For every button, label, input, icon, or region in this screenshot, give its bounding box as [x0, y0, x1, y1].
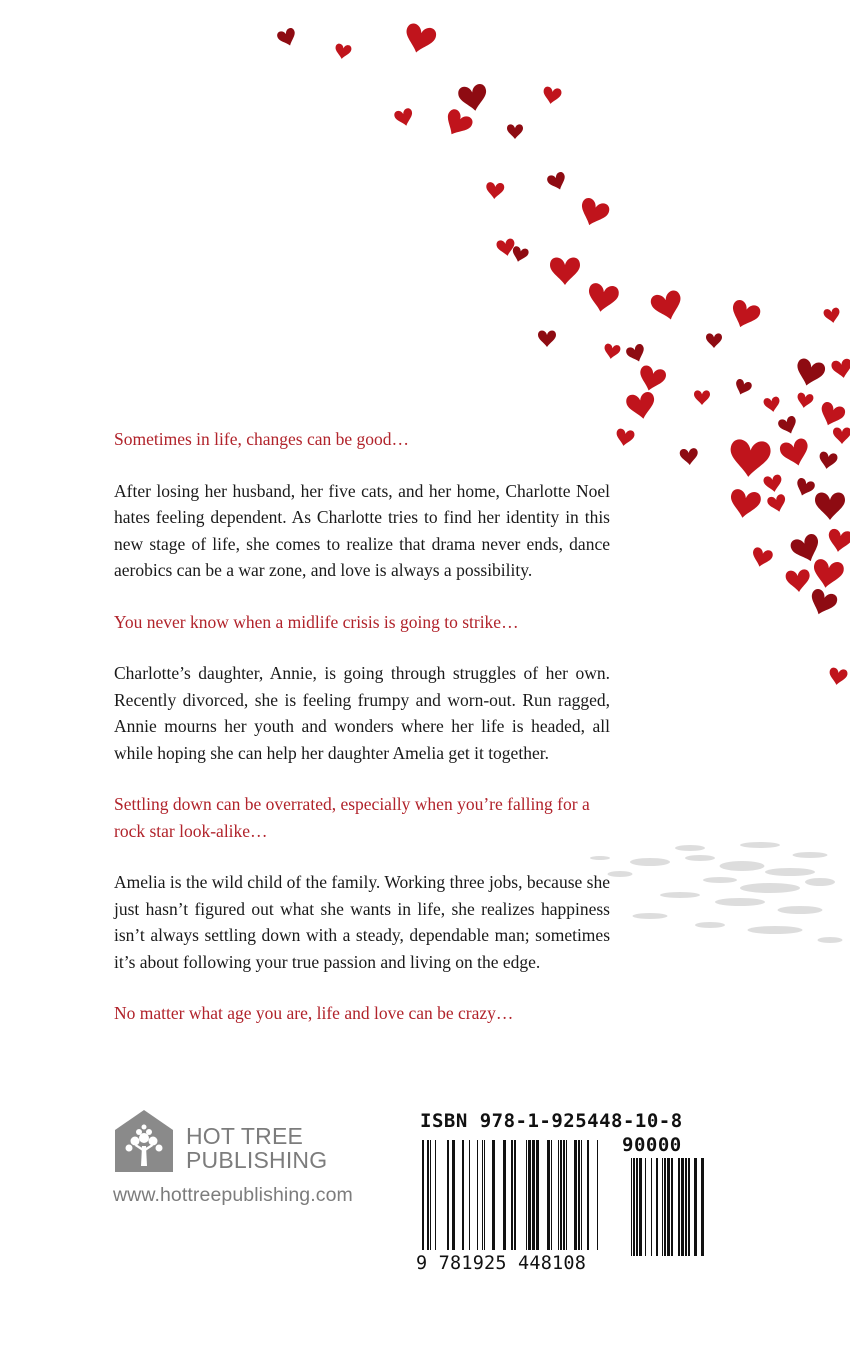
- reflection-streak: [805, 878, 835, 886]
- barcode-bar: [678, 1158, 680, 1256]
- tree-logo-icon: [113, 1108, 175, 1174]
- tagline: Settling down can be overrated, especially when you’re falling for a rock star look-alike…: [114, 794, 590, 841]
- reflection-streak: [703, 877, 737, 883]
- paragraph-gap: [114, 635, 610, 660]
- reflection-streak: [633, 913, 668, 919]
- barcode-bar: [484, 1140, 485, 1250]
- barcode-bar: [685, 1158, 687, 1256]
- price-code: 90000: [622, 1134, 682, 1156]
- reflection-streak: [748, 926, 803, 934]
- barcode-bar: [563, 1140, 565, 1250]
- barcode-bar: [427, 1140, 429, 1250]
- reflection-streak: [675, 845, 705, 851]
- reflection-streak: [608, 871, 633, 877]
- reflection-streak: [818, 937, 843, 943]
- barcode-bar: [558, 1140, 559, 1250]
- reflection-streak: [630, 858, 670, 866]
- reflection-streak: [740, 842, 780, 848]
- barcode-digits: 9 781925 448108: [416, 1253, 587, 1274]
- barcode-bar: [636, 1158, 638, 1256]
- body-paragraph: Amelia is the wild child of the family. Working three jobs, because she just hasn’t figured out what she wants in life, she realizes happiness isn’t always settling down with a steady, dependable man; sometimes it’s about following your true passion and living on the edge.: [114, 872, 610, 972]
- barcode-bar: [645, 1158, 646, 1256]
- publisher-url: www.hottreepublishing.com: [113, 1184, 353, 1206]
- barcode-bar: [447, 1140, 449, 1250]
- reflection-streak: [720, 861, 765, 871]
- barcode-bar: [581, 1140, 582, 1250]
- barcode-bar: [574, 1140, 577, 1250]
- barcode-bar: [514, 1140, 516, 1250]
- barcode-bar: [631, 1158, 632, 1256]
- reflection-streak: [765, 868, 815, 876]
- barcode-bar: [503, 1140, 506, 1250]
- barcode-bar: [547, 1140, 550, 1250]
- body-paragraph: After losing her husband, her five cats, and her home, Charlotte Noel hates feeling dependent. As Charlotte tries to find her identity in this new stage of life, she comes to realize that drama never ends, dance aerobics can be a war zone, and love is always a possibility.: [114, 480, 610, 580]
- publisher-name: [186, 1124, 327, 1172]
- isbn-barcode: [414, 1110, 714, 1280]
- barcode-bar: [681, 1158, 684, 1256]
- barcode-bar: [551, 1140, 552, 1250]
- back-cover-blurb: [114, 426, 610, 1027]
- isbn-label: ISBN 978-1-925448-10-8: [420, 1110, 683, 1132]
- barcode-bar: [651, 1158, 652, 1256]
- barcode-bar: [452, 1140, 455, 1250]
- reflection-streak: [685, 855, 715, 861]
- barcode-bar: [701, 1158, 704, 1256]
- reflection-streak: [695, 922, 725, 928]
- tagline: You never know when a midlife crisis is going to strike…: [114, 611, 519, 632]
- barcode-bar: [664, 1158, 666, 1256]
- barcode-bar: [560, 1140, 562, 1250]
- tagline: Sometimes in life, changes can be good…: [114, 429, 409, 449]
- barcode-bar: [462, 1140, 464, 1250]
- barcode-bar: [469, 1140, 470, 1250]
- barcode-bar: [671, 1158, 673, 1256]
- barcode-bar: [526, 1140, 527, 1250]
- barcode-bar: [528, 1140, 531, 1250]
- barcode-bar: [566, 1140, 567, 1250]
- barcode-bar: [633, 1158, 635, 1256]
- paragraph-gap: [114, 975, 610, 1000]
- reflection-streak: [715, 898, 765, 906]
- barcode-bar: [435, 1140, 436, 1250]
- reflection-streak: [793, 852, 828, 858]
- publisher-block: [113, 1108, 373, 1218]
- barcode-bar: [482, 1140, 483, 1250]
- paragraph-gap: [114, 844, 610, 869]
- barcode-bar: [667, 1158, 670, 1256]
- barcode-bar: [578, 1140, 580, 1250]
- barcode-bar: [532, 1140, 535, 1250]
- paragraph-gap: [114, 453, 610, 478]
- reflection-streak: [660, 892, 700, 898]
- barcode-bar: [688, 1158, 690, 1256]
- barcode-bar: [639, 1158, 642, 1256]
- barcode-bar: [477, 1140, 478, 1250]
- barcode-bar: [422, 1140, 424, 1250]
- tagline: No matter what age you are, life and love can be crazy…: [114, 1003, 514, 1023]
- reflection-streak: [740, 883, 800, 893]
- publisher-name-line1: HOT TREE: [186, 1123, 304, 1149]
- body-paragraph: Charlotte’s daughter, Annie, is going through struggles of her own. Recently divorced, she is feeling frumpy and worn-out. Run ragged, Annie mourns her youth and wonders where her life is headed, all while hoping she can help her daughter Amelia get it together.: [114, 663, 610, 763]
- barcode-bar: [587, 1140, 589, 1250]
- paragraph-gap: [114, 766, 610, 791]
- barcode-bar: [662, 1158, 663, 1256]
- barcode-bar: [597, 1140, 598, 1250]
- barcode-bar: [536, 1140, 539, 1250]
- publisher-name-line2: PUBLISHING: [186, 1147, 328, 1173]
- barcode-bar: [511, 1140, 513, 1250]
- reflection-streak: [778, 906, 823, 914]
- paragraph-gap: [114, 584, 610, 609]
- barcode-bar: [694, 1158, 697, 1256]
- barcode-bar: [656, 1158, 658, 1256]
- barcode-bar: [492, 1140, 495, 1250]
- barcode-bar: [430, 1140, 431, 1250]
